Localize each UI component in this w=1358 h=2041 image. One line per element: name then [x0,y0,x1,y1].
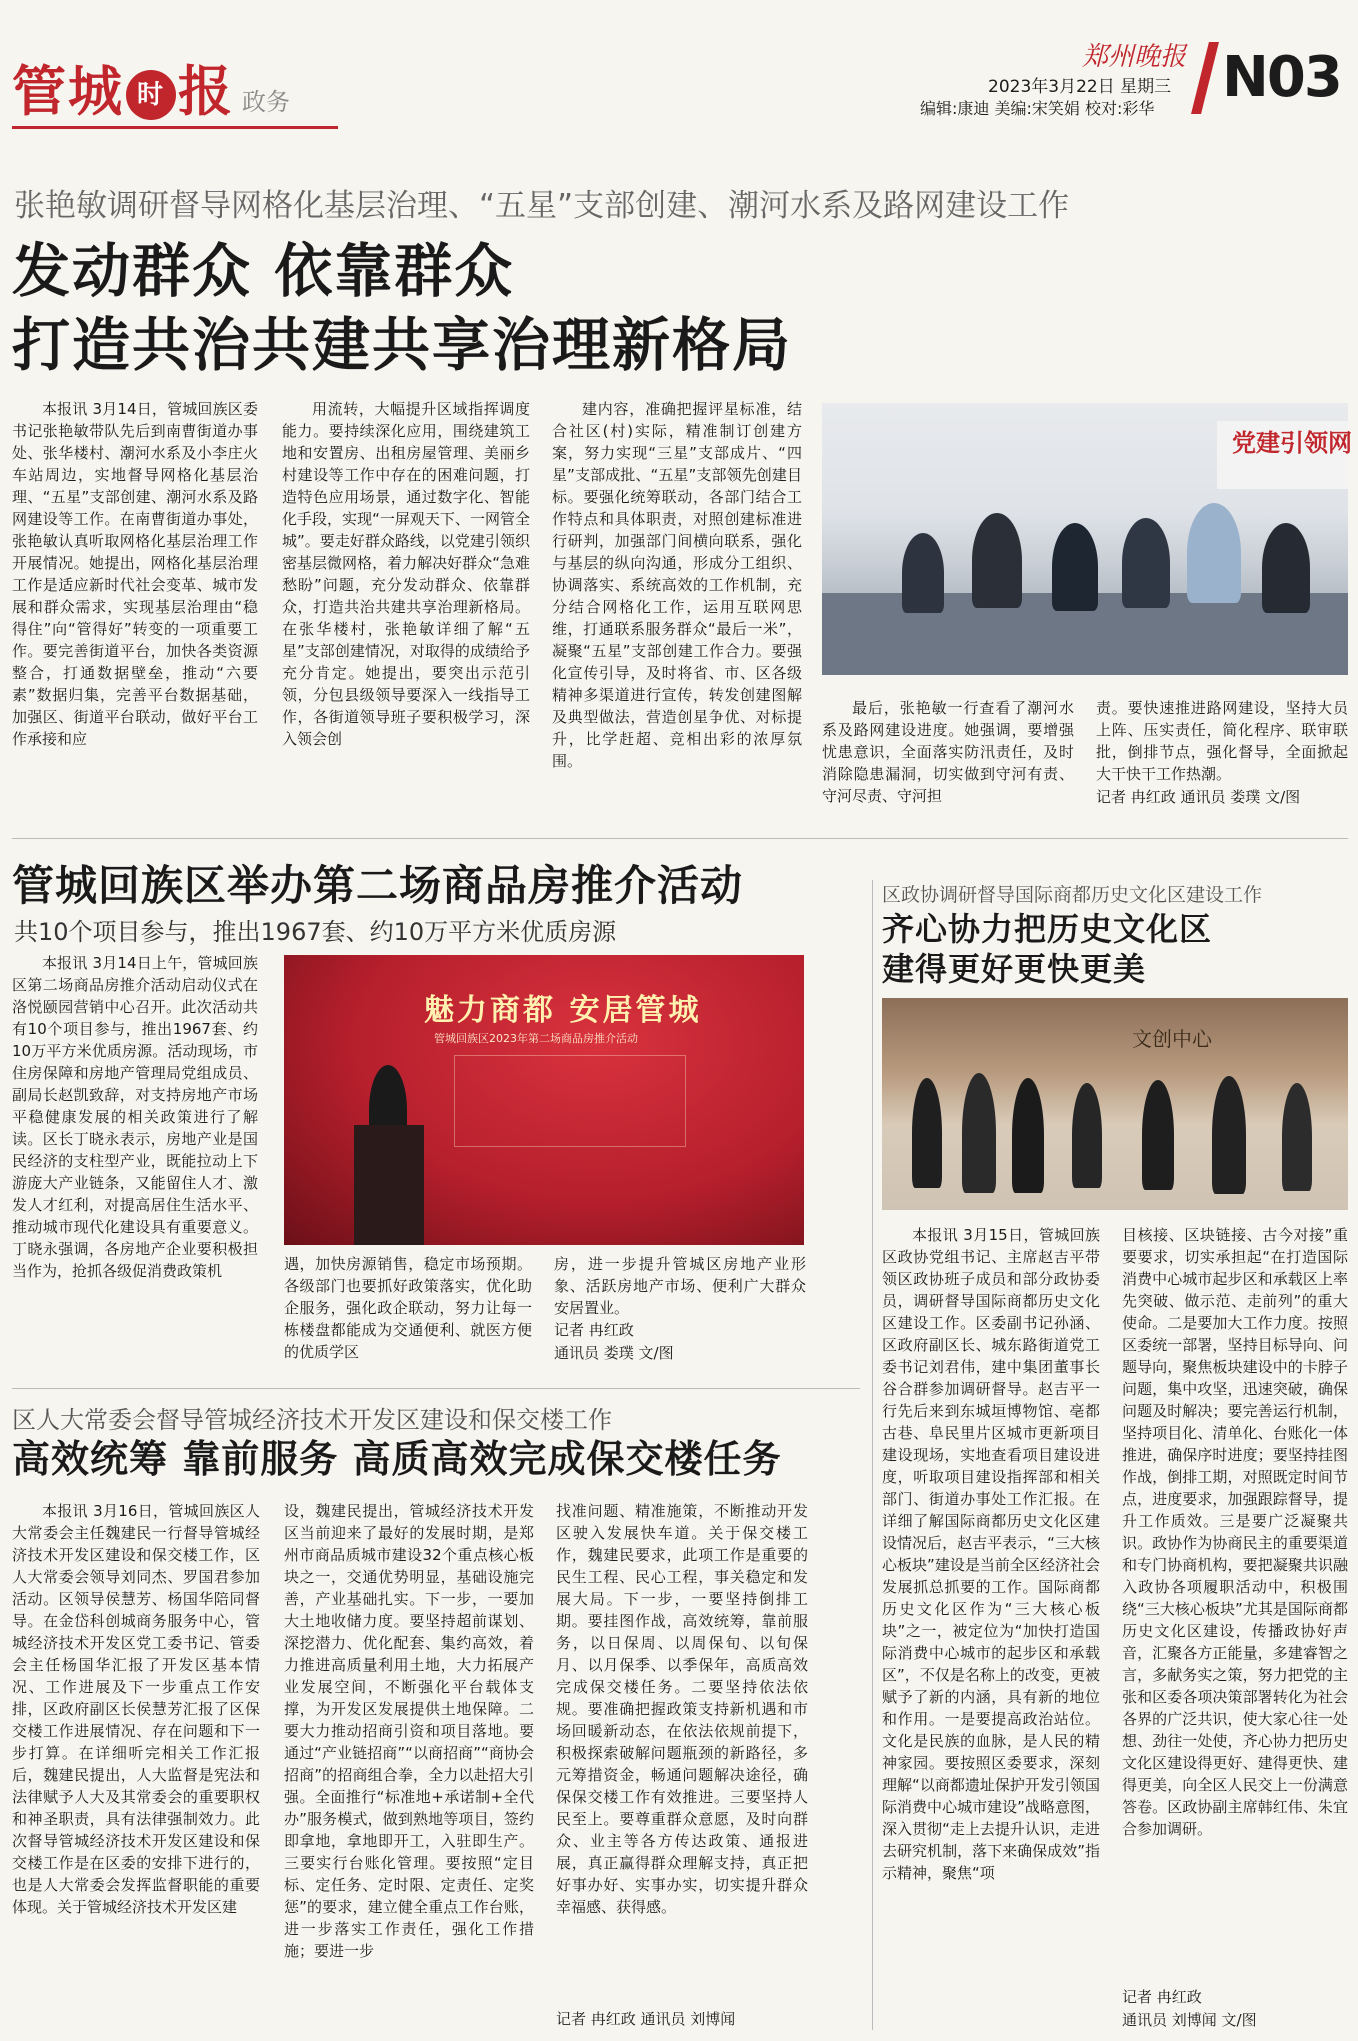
brand-part-a: 管城 [12,60,124,123]
article1-byline: 记者 冉红政 通讯员 娄璞 文/图 [1096,788,1301,806]
article2-col2-text: 遇，加快房源销售，稳定市场预期。各级部门也要抓好政策落实，优化助企服务，强化政企联动，努力让每一栋楼盘都能成为交通便利、就医方便的优质学区 [284,1255,532,1361]
visitor-figure [912,1078,942,1188]
section-label: 政务 [242,88,290,116]
article2-column-2 [284,1253,532,1373]
visitor-figure [1212,1076,1246,1194]
article2-col1-text: 本报讯 3月14日上午，管城回族区第二场商品房推介活动启动仪式在洛悦颐园营销中心召开。此次活动共有10个项目参与，推出1967套、约10万平方米优质房源。活动现场，市住房保障和房地产管理局党组成员、副局长赵凯致辞，对支持房地产市场平稳健康发展的相关政策进行了解读。区长丁晓永表示，房地产业是国民经济的支柱型产业，既能拉动上下游庞大产业链条，又能留住人才、激发人才红利，对提高居住生活水平、推动城市现代化建设具有重要意义。丁晓永强调，各房地产企业要积极担当作为，抢抓各级促消费政策机 [12,954,258,1280]
visitor-figure [1142,1080,1174,1190]
brand-badge: 时 [126,70,176,120]
article1-column-5 [1096,697,1348,785]
brand-part-b: 报 [178,60,234,123]
article1-title-line2: 打造共治共建共享治理新格局 [12,311,793,379]
visitor-figure [1282,1083,1312,1191]
article3-col2-text: 目核接、区块链接、古今对接”重要要求，切实承担起“在打造国际消费中心城市起步区和承载区上率先突破、做示范、走前列”的重大使命。二是要加大工作力度。按照区委统一部署，坚持目标导向、问题导向，聚焦板块建设中的卡脖子问题，集中攻坚，迅速突破，确保问题及时解决；要完善运行机制，坚持项目化、清单化、台账化一体推进，确保序时进度；要坚持挂图作战，倒排工期，对照既定时间节点，进度要求，加强跟踪督导，提升工作质效。三是要广泛凝聚共识。政协作为协商民主的重要渠道和专门协商机构，要把凝聚共识融入政协各项履职活动中，积极围绕“三大核心板块”尤其是国际商都历史文化区建设，传播政协好声音，汇聚各方正能量，多建睿智之言，多献务实之策，努力把党的主张和区委各项决策部署转化为社会各界的广泛共识，使大家心往一处想、劲往一处使，齐心协力把历史文化区建设得更好、建得更快、建得更美，向全区人民交上一份满意答卷。区政协副主席韩红伟、朱宜合参加调研。 [1122,1226,1348,1838]
article2-byline-reporter: 记者 冉红政 [554,1321,634,1339]
visitor-figure [962,1073,996,1193]
article4-title: 高效统筹 靠前服务 高质高效完成保交楼任务 [12,1437,782,1481]
attendee-figure [1122,518,1170,608]
editor-credits: 编辑:康迪 美编:宋笑娟 校对:彩华 [920,99,1155,118]
newspaper-logo: 郑州晚报 [1082,42,1187,72]
issue-date: 2023年3月22日 星期三 [988,77,1172,97]
article3-column-2 [1122,1224,1348,1984]
attendee-figure [1052,523,1098,611]
masthead-rule [12,126,338,129]
article2-title: 管城回族区举办第二场商品房推介活动 [12,861,744,910]
article2-column-1 [12,952,258,1372]
article4-column-1 [12,1500,260,2032]
article1-column-4 [822,697,1074,817]
visitor-figure [1072,1083,1102,1188]
page-slash-decoration [1191,42,1219,114]
article3-col1-text: 本报讯 3月15日，管城回族区政协党组书记、主席赵吉平带领区政协班子成员和部分政协委员，调研督导国际商都历史文化区建设工作。区委副书记孙涵、区政府副区长、城东路街道党工委书记刘君伟，建中集团董事长谷合群参加调研督导。赵吉平一行先后来到东城垣博物馆、亳都古巷、阜民里片区城市更新项目建设现场，实地查看项目建设进度，听取项目建设指挥部和相关部门、街道办事处工作汇报。在详细了解国际商都历史文化区建设情况后，赵吉平表示，“三大核心板块”建设是当前全区经济社会发展抓总抓要的工作。国际商都历史文化区作为“三大核心板块”之一，被定位为“加快打造国际消费中心城市的起步区和承载区”，不仅是名称上的改变，更被赋予了新的内涵，具有新的地位和作用。一是要提高政治站位。文化是民族的血脉，是人民的精神家园。要按照区委要求，深刻理解“以商都遗址保护开发引领国际消费中心城市建设”战略意图，深入贯彻“走上去提升认识，走进去研究机制，落下来确保成效”指示精神，聚焦“项 [882,1226,1100,1882]
screen-subtitle: 管城回族区2023年第二场商品房推介活动 [434,1032,638,1045]
article3-kicker: 区政协调研督导国际商都历史文化区建设工作 [882,884,1263,906]
article4-byline: 记者 冉红政 通讯员 刘博闻 [556,2010,736,2028]
attendee-figure [902,533,944,613]
hall-sign: 文创中心 [1132,1027,1212,1051]
article1-column-3 [552,398,802,823]
podium-icon [354,1125,424,1245]
article3-title-line2: 建得更好更快更美 [882,950,1147,988]
article1-column-1 [12,398,258,823]
section-divider [12,1388,860,1389]
article4-col3-text: 找准问题、精准施策，不断推动开发区驶入发展快车道。关于保交楼工作，魏建民要求，此项工作是重要的民生工程、民心工程，事关稳定和发展大局。下一步，一要坚持倒排工期。要挂图作战，高效统筹，靠前服务，以日保周、以周保旬、以旬保月、以月保季、以季保年，高质高效完成保交楼任务。二要坚持依法依规。要准确把握政策支持新机遇和市场回暖新动态，在依法依规前提下，积极探索破解问题瓶颈的新路径，多元筹措资金，畅通问题解决途径，确保保交楼工作有效推进。三要坚持人民至上。要尊重群众意愿，及时向群众、业主等各方传达政策、通报进展，真正赢得群众理解支持，真正把好事办好、实事办实，切实提升群众幸福感、获得感。 [556,1502,808,1916]
article2-byline-correspondent: 通讯员 娄璞 文/图 [554,1344,674,1362]
article3-byline-reporter: 记者 冉红政 [1122,1988,1202,2006]
exhibition-photo [882,998,1348,1210]
article1-col5-text: 责。要快速推进路网建设，坚持大员上阵、压实责任，简化程序、联审联批，倒排节点，强化督导，全面掀起大干快干工作热潮。 [1096,699,1348,783]
article3-column-1 [882,1224,1100,1992]
column-divider [872,880,873,2030]
visitor-figure [1012,1078,1044,1193]
section-divider [12,838,1348,839]
article1-column-2 [282,398,530,823]
photo-banner-text: 党建引领网 [1232,429,1352,457]
article2-col3-text: 房，进一步提升管城区房地产业形象、活跃房地产市场、便利广大群众安居置业。 [554,1255,806,1317]
screen-sponsor-box [454,1055,686,1147]
article1-col4-text: 最后，张艳敏一行查看了潮河水系及路网建设进度。她强调，要增强忧患意识，全面落实防汛责任，及时消除隐患漏洞，切实做到守河有责、守河尽责、守河担 [822,699,1074,805]
attendee-figure [1262,523,1310,613]
screen-title: 魅力商都 安居管城 [424,993,702,1028]
article3-byline-correspondent: 通讯员 刘博闻 文/图 [1122,2011,1257,2029]
page-number: N03 [1222,45,1341,110]
article1-col2-text: 用流转，大幅提升区域指挥调度能力。要持续深化应用，围绕建筑工地和安置房、出租房屋管理、美丽乡村建设等工作中存在的困难问题，打造特色应用场景，通过数字化、智能化手段，实现“一屏观天下、一网管全城”。要走好群众路线，以党建引领织密基层微网格，着力解决好群众“急难愁盼”问题，充分发动群众、依靠群众，打造共治共建共享治理新格局。在张华楼村，张艳敏详细了解“五星”支部创建情况，对取得的成绩给予充分肯定。她提出，要突出示范引领，分包县级领导要深入一线指导工作，各街道领导班子要积极学习，深入领会创 [282,400,530,748]
article1-col3-text: 建内容，准确把握评星标准，结合社区(村)实际，精准制订创建方案，努力实现“三星”支部成片、“四星”支部成批、“五星”支部领先创建目标。要强化统筹联动，各部门结合工作特点和具体职责，对照创建标准进行研判，加强部门间横向联系，强化与基层的纵向沟通，形成分工组织、协调落实、系统高效的工作机制，充分结合网格化工作，运用互联网思维，打通联系服务群众“最后一米”，凝聚“五星”支部创建工作合力。要强化宣传引导，及时将省、市、区各级精神多渠道进行宣传，转发创建图解及典型做法，营造创星争优、对标提升，比学赶超、竞相出彩的浓厚氛围。 [552,400,802,770]
article4-col1-text: 本报讯 3月16日，管城回族区人大常委会主任魏建民一行督导管城经济技术开发区建设和保交楼工作，区人大常委会领导刘同杰、罗国君参加活动。区领导侯慧芳、杨国华陪同督导。在金岱科创城商务服务中心，管城经济技术开发区党工委书记、管委会主任杨国华汇报了开发区基本情况、工作进展及下一步重点工作安排，区政府副区长侯慧芳汇报了区保交楼工作进展情况、存在问题和下一步打算。在详细听完相关工作汇报后，魏建民提出，人大监督是宪法和法律赋予人大及其常委会的重要职权和神圣职责，具有法律强制效力。此次督导管城经济技术开发区建设和保交楼工作是在区委的安排下进行的，也是人大常委会发挥监督职能的重要体现。关于管城经济技术开发区建 [12,1502,260,1916]
article3-title-line1: 齐心协力把历史文化区 [882,910,1213,948]
article1-kicker: 张艳敏调研督导网格化基层治理、“五星”支部创建、潮河水系及路网建设工作 [14,188,1070,224]
article1-col1-text: 本报讯 3月14日，管城回族区委书记张艳敏带队先后到南曹街道办事处、张华楼村、潮河水系及小李庄火车站周边，实地督导网格化基层治理、“五星”支部创建、潮河水系及路网建设等工作。在南曹街道办事处，张艳敏认真听取网格化基层治理工作开展情况。她提出，网格化基层治理工作是适应新时代社会变革、城市发展和群众需求，实现基层治理由“稳得住”向“管得好”转变的一项重要工作。要完善街道平台，加快各类资源整合，打通数据壁垒，推动“六要素”数据归集，完善平台数据基础，加强区、街道平台联动，做好平台工作承接和应 [12,400,258,748]
article1-title-line1: 发动群众 依靠群众 [12,237,515,305]
article4-column-2 [284,1500,534,2032]
article2-subtitle: 共10个项目参与，推出1967套、约10万平方米优质房源 [14,918,617,946]
article4-col2-text: 设，魏建民提出，管城经济技术开发区当前迎来了最好的发展时期，是郑州市商品质城市建设32个重点核心板块之一，交通优势明显，基础设施完善，产业基础扎实。下一步，一要加大土地收储力度。要坚持超前谋划、深挖潜力、优化配套、集约高效，着力推进高质量利用土地，大力拓展产业发展空间，不断强化平台载体支撑，为开发区发展提供土地保障。二要大力推动招商引资和项目落地。要通过“产业链招商”“以商招商”“商协会招商”的招商组合拳，全力以赴招大引强。全面推行“标准地+承诺制+全代办”服务模式，做到熟地等项目，签约即拿地，拿地即开工，入驻即生产。三要实行台账化管理。要按照“定目标、定任务、定时限、定责任、定奖惩”的要求，建立健全重点工作台账，进一步落实工作责任，强化工作措施；要进一步 [284,1502,534,1960]
meeting-photo [822,403,1352,675]
article4-kicker: 区人大常委会督导管城经济技术开发区建设和保交楼工作 [12,1406,612,1434]
attendee-figure [972,513,1022,608]
masthead-brand [12,62,234,122]
article4-column-3 [556,1500,808,2000]
event-photo [284,955,804,1245]
article2-column-3 [554,1253,806,1317]
attendee-figure [1187,503,1241,603]
